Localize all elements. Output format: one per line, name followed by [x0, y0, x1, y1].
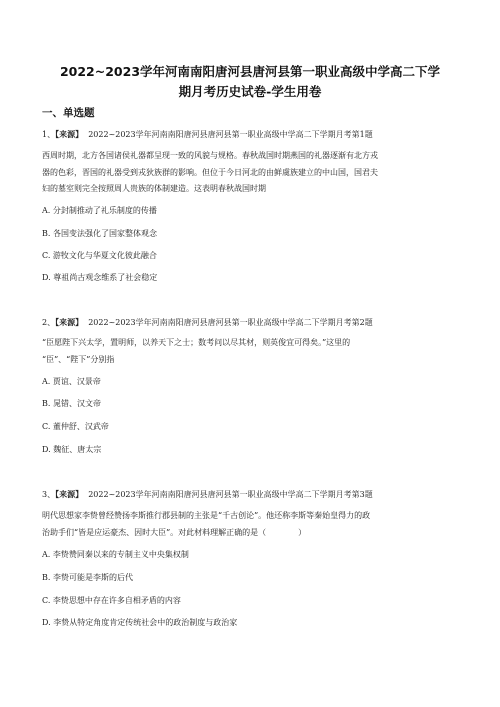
source-tag: 【来源】 — [55, 317, 84, 327]
question-1-option-c[interactable]: C. 游牧文化与华夏文化彼此融合 — [42, 251, 157, 260]
question-3-stem — [42, 508, 460, 541]
question-1-header — [42, 128, 462, 141]
question-source: 2022~2023学年河南南阳唐河县唐河县第一职业高级中学高二下学期月考第2题 — [88, 318, 373, 327]
stem-line: “臣愿陛下兴太学，置明师，以养天下之士；数考问以尽其材，则英俊宜可得矣。”这里的 — [42, 338, 351, 347]
question-2-option-d[interactable]: D. 魏征、唐太宗 — [42, 445, 102, 454]
question-1-option-d[interactable]: D. 尊祖尚古观念维系了社会稳定 — [42, 273, 158, 282]
question-source: 2022~2023学年河南南阳唐河县唐河县第一职业高级中学高二下学期月考第3题 — [88, 490, 373, 499]
question-3-option-d[interactable]: D. 李贽从特定角度肯定传统社会中的政治制度与政治家 — [42, 618, 238, 627]
question-number: 2、 — [42, 318, 56, 327]
question-1-stem — [42, 148, 460, 198]
question-number: 1、 — [42, 130, 56, 139]
question-2-option-b[interactable]: B. 晁错、汉文帝 — [42, 399, 101, 408]
question-2-stem — [42, 335, 460, 368]
stem-line: 器的色彩，晋国的礼器受到戎狄族群的影响。但位于今日河北的由鲜虞族建立的中山国，国君夫 — [42, 167, 378, 177]
title-line-1: 2022~2023学年河南南阳唐河县唐河县第一职业高级中学高二下学 — [59, 64, 441, 79]
question-1-option-a[interactable]: A. 分封制推动了礼乐制度的传播 — [42, 206, 157, 215]
question-source: 2022~2023学年河南南阳唐河县唐河县第一职业高级中学高二下学期月考第1题 — [88, 130, 373, 139]
document-title — [40, 62, 460, 102]
stem-line: 明代思想家李贽曾经赞扬李斯推行郡县制的主张是“千古创论”。他还称李斯等秦始皇得力的政 — [42, 511, 371, 520]
source-tag: 【来源】 — [55, 489, 84, 499]
stem-line: “臣”、“陛下”分别指 — [42, 354, 115, 364]
question-number: 3、 — [42, 490, 56, 499]
question-2-option-a[interactable]: A. 贾谊、汉景帝 — [42, 377, 101, 386]
stem-line: 西周时期，北方各国诸侯礼器都呈现一致的风貌与规格。春秋战国时期燕国的礼器逐渐有北方戎 — [42, 151, 378, 160]
question-1-option-b[interactable]: B. 各国变法强化了国家整体观念 — [42, 229, 157, 238]
question-3-option-a[interactable]: A. 李贽赞同秦以来的专制主义中央集权制 — [42, 550, 189, 559]
question-2-header — [42, 316, 462, 329]
stem-line: 治助手们“皆是应运豪杰、因时大臣”。对此材料理解正确的是（ ） — [42, 527, 307, 537]
question-3-option-c[interactable]: C. 李贽思想中存在许多自相矛盾的内容 — [42, 596, 181, 605]
title-line-2: 期月考历史试卷-学生用卷 — [178, 84, 322, 99]
source-tag: 【来源】 — [55, 129, 84, 139]
stem-line: 妇的墓室则完全按照周人贵族的体制建造。这表明春秋战国时期 — [42, 184, 266, 193]
question-3-option-b[interactable]: B. 李贽可能是李斯的后代 — [42, 573, 133, 582]
section-heading: 一、单选题 — [42, 107, 95, 119]
question-2-option-c[interactable]: C. 董仲舒、汉武帝 — [42, 422, 109, 431]
question-3-header — [42, 488, 462, 501]
